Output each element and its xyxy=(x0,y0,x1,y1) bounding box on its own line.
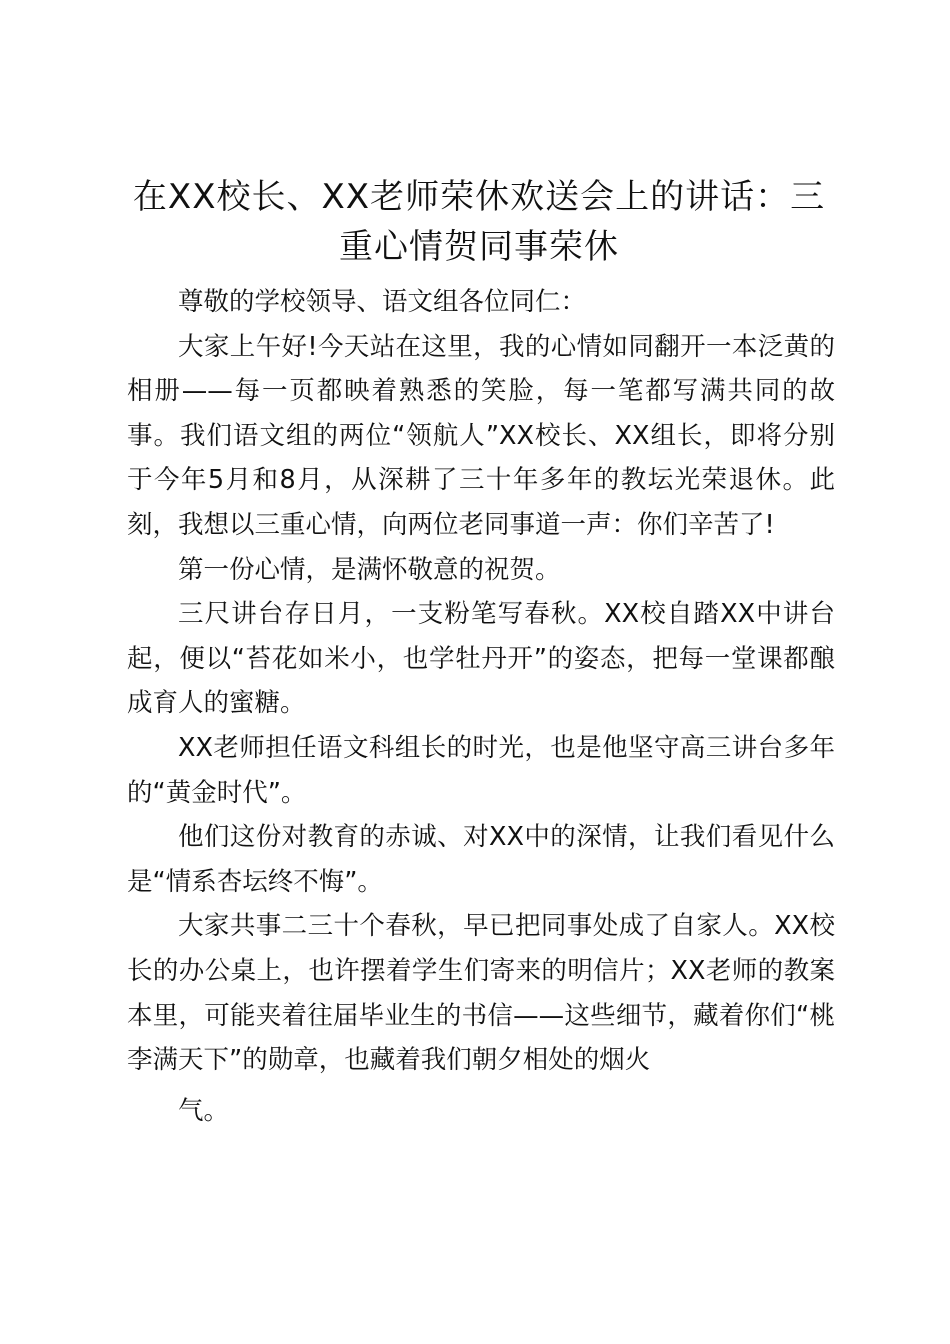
document-body xyxy=(127,280,835,1133)
paragraph-first-feeling: 第一份心情，是满怀敬意的祝贺。 xyxy=(178,554,561,585)
paragraph-teacher-tribute: XX老师担任语文科组长的时光，也是他坚守高三讲台多年的“黄金时代”。 xyxy=(127,732,835,808)
paragraph-principal-tribute: 三尺讲台存日月，一支粉笔写春秋。XX校自踏XX中讲台起，便以“苔花如米小，也学牡丹开”的姿态，把每一堂课都酿成育人的蜜糖。 xyxy=(127,599,835,719)
paragraph-continuation: 气。 xyxy=(178,1095,230,1126)
document-title: 在XX校长、XX老师荣休欢送会上的讲话：三重心情贺同事荣休 xyxy=(132,177,826,267)
paragraph-devotion: 他们这份对教育的赤诚、对XX中的深情，让我们看见什么是“情系杏坛终不悔”。 xyxy=(127,822,835,897)
paragraph-greeting: 大家上午好!今天站在这里，我的心情如同翻开一本泛黄的相册——每一页都映着熟悉的笑脸，每一笔都写满共同的故事。我们语文组的两位“领航人”XX校长、XX组长，即将分别于今年5月和8月，从深耕了三十年多年的教坛光荣退休。此刻，我想以三重心情，向两位老同事道一声：你们辛苦了! xyxy=(127,331,835,540)
paragraph-salutation: 尊敬的学校领导、语文组各位同仁： xyxy=(178,287,587,317)
paragraph-colleagues: 大家共事二三十个春秋，早已把同事处成了自家人。XX校长的办公桌上，也许摆着学生们寄来的明信片；XX老师的教案本里，可能夹着往届毕业生的书信——这些细节，藏着你们“桃李满天下”的勋章，也藏着我们朝夕相处的烟火 xyxy=(127,911,835,1076)
